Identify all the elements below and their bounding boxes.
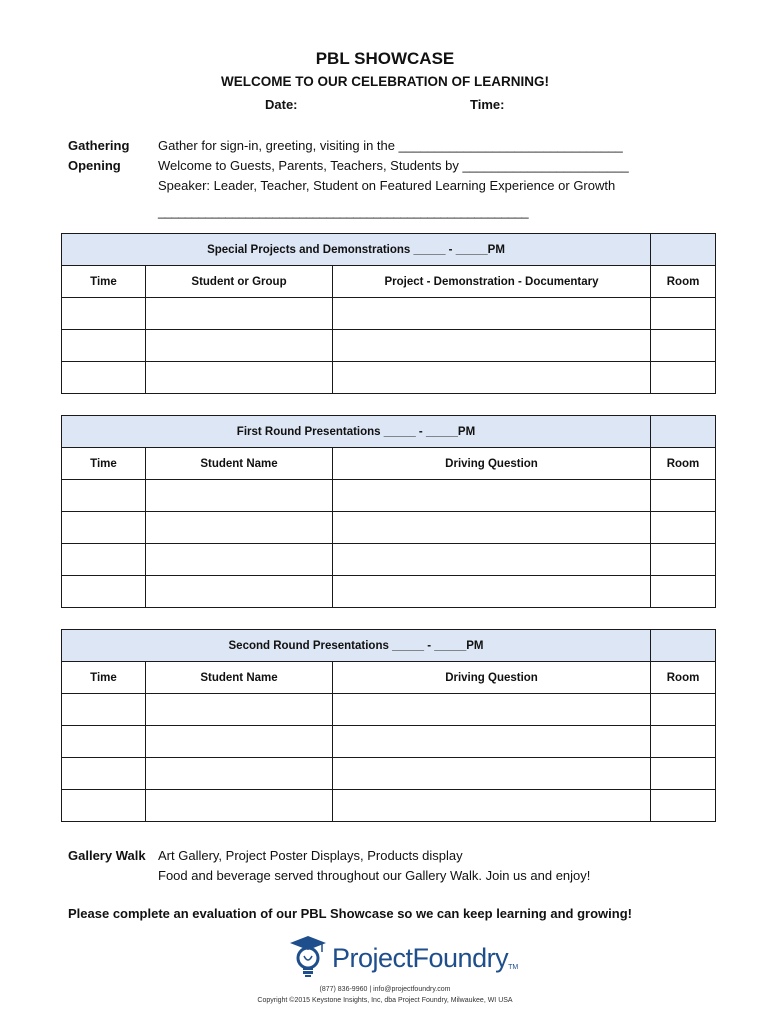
cell[interactable]: [146, 544, 333, 576]
date-label: Date:: [265, 97, 298, 112]
opening-key: Opening: [68, 158, 121, 173]
gathering-text: Gather for sign-in, greeting, visiting in the _______________________________: [158, 138, 623, 153]
cell[interactable]: [333, 480, 651, 512]
cell[interactable]: [62, 758, 146, 790]
cell[interactable]: [651, 480, 716, 512]
column-header-student-name: Student Name: [146, 662, 333, 694]
table-heading: Special Projects and Demonstrations _____ - _____PM: [62, 234, 651, 266]
cell[interactable]: [146, 790, 333, 822]
cell[interactable]: [62, 694, 146, 726]
cell[interactable]: [146, 576, 333, 608]
column-header-student-name: Student Name: [146, 448, 333, 480]
table-heading-row: [62, 234, 716, 266]
gallery-walk-section: [68, 846, 590, 886]
cell[interactable]: [333, 726, 651, 758]
logo-text: ProjectFoundry: [332, 942, 509, 973]
cell[interactable]: [333, 544, 651, 576]
time-label: Time:: [470, 97, 505, 112]
cell[interactable]: [333, 694, 651, 726]
cell[interactable]: [651, 298, 716, 330]
first-round-table: [61, 415, 716, 608]
cell[interactable]: [146, 480, 333, 512]
page-subtitle: WELCOME TO OUR CELEBRATION OF LEARNING!: [221, 74, 549, 89]
cell[interactable]: [651, 512, 716, 544]
lightbulb-graduation-cap-icon: [288, 934, 328, 983]
cell[interactable]: [651, 758, 716, 790]
column-header-project: Project - Demonstration - Documentary: [333, 266, 651, 298]
cell[interactable]: [333, 362, 651, 394]
table-row: [62, 544, 716, 576]
column-header-room: Room: [651, 662, 716, 694]
cell[interactable]: [146, 362, 333, 394]
cell[interactable]: [146, 512, 333, 544]
cell[interactable]: [333, 298, 651, 330]
opening-row: [68, 156, 708, 176]
speaker-text: Speaker: Leader, Teacher, Student on Featured Learning Experience or Growth: [158, 178, 616, 193]
cell[interactable]: [651, 576, 716, 608]
cell[interactable]: [146, 298, 333, 330]
project-foundry-logo: [288, 935, 518, 981]
column-header-room: Room: [651, 266, 716, 298]
intro-section: [68, 136, 708, 196]
cell[interactable]: [62, 330, 146, 362]
cell[interactable]: [146, 726, 333, 758]
column-header-time: Time: [62, 448, 146, 480]
cell[interactable]: [333, 790, 651, 822]
cell[interactable]: [651, 726, 716, 758]
gathering-key: Gathering: [68, 138, 130, 153]
closing-statement: Please complete an evaluation of our PBL Showcase so we can keep learning and growing!: [68, 906, 632, 921]
table-row: [62, 694, 716, 726]
table-row: [62, 790, 716, 822]
column-header-student-or-group: Student or Group: [146, 266, 333, 298]
table-row: [62, 758, 716, 790]
cell[interactable]: [62, 298, 146, 330]
table-row: [62, 480, 716, 512]
table-heading-row: [62, 416, 716, 448]
cell[interactable]: [62, 544, 146, 576]
cell[interactable]: [651, 694, 716, 726]
cell[interactable]: [62, 480, 146, 512]
table-row: [62, 576, 716, 608]
cell[interactable]: [146, 758, 333, 790]
special-projects-table: [61, 233, 716, 394]
contact-info: (877) 836-9960 | info@projectfoundry.com: [319, 986, 451, 993]
table-row: [62, 330, 716, 362]
cell[interactable]: [62, 362, 146, 394]
cell[interactable]: [651, 330, 716, 362]
cell[interactable]: [651, 790, 716, 822]
cell[interactable]: [62, 512, 146, 544]
speaker-row: [68, 176, 708, 196]
column-header-time: Time: [62, 266, 146, 298]
column-header-driving-question: Driving Question: [333, 662, 651, 694]
table-row: [62, 362, 716, 394]
cell[interactable]: [333, 576, 651, 608]
table-row: [62, 512, 716, 544]
second-round-table: [61, 629, 716, 822]
cell[interactable]: [333, 330, 651, 362]
blank-fill-line: _______________________________________________________: [158, 204, 529, 219]
cell[interactable]: [146, 694, 333, 726]
cell[interactable]: [146, 330, 333, 362]
column-header-row: [62, 448, 716, 480]
table-heading: First Round Presentations _____ - _____PM: [62, 416, 651, 448]
gallery-walk-line2: Food and beverage served throughout our Gallery Walk. Join us and enjoy!: [158, 868, 591, 883]
copyright: Copyright ©2015 Keystone Insights, Inc, dba Project Foundry, Milwaukee, WI USA: [257, 997, 513, 1004]
column-header-row: [62, 662, 716, 694]
table-row: [62, 298, 716, 330]
page-title: PBL SHOWCASE: [315, 49, 455, 68]
table-row: [62, 726, 716, 758]
cell[interactable]: [651, 362, 716, 394]
table-heading-row: [62, 630, 716, 662]
table-heading: Second Round Presentations _____ - _____PM: [62, 630, 651, 662]
cell[interactable]: [333, 758, 651, 790]
trademark-mark: TM: [508, 964, 519, 971]
cell[interactable]: [651, 544, 716, 576]
cell[interactable]: [62, 790, 146, 822]
cell[interactable]: [62, 576, 146, 608]
gallery-walk-key: Gallery Walk: [68, 848, 146, 863]
gathering-row: [68, 136, 708, 156]
column-header-time: Time: [62, 662, 146, 694]
column-header-driving-question: Driving Question: [333, 448, 651, 480]
cell[interactable]: [333, 512, 651, 544]
column-header-room: Room: [651, 448, 716, 480]
cell[interactable]: [62, 726, 146, 758]
column-header-row: [62, 266, 716, 298]
gallery-walk-line1: Art Gallery, Project Poster Displays, Products display: [158, 848, 463, 863]
opening-text: Welcome to Guests, Parents, Teachers, Students by _______________________: [158, 158, 629, 173]
